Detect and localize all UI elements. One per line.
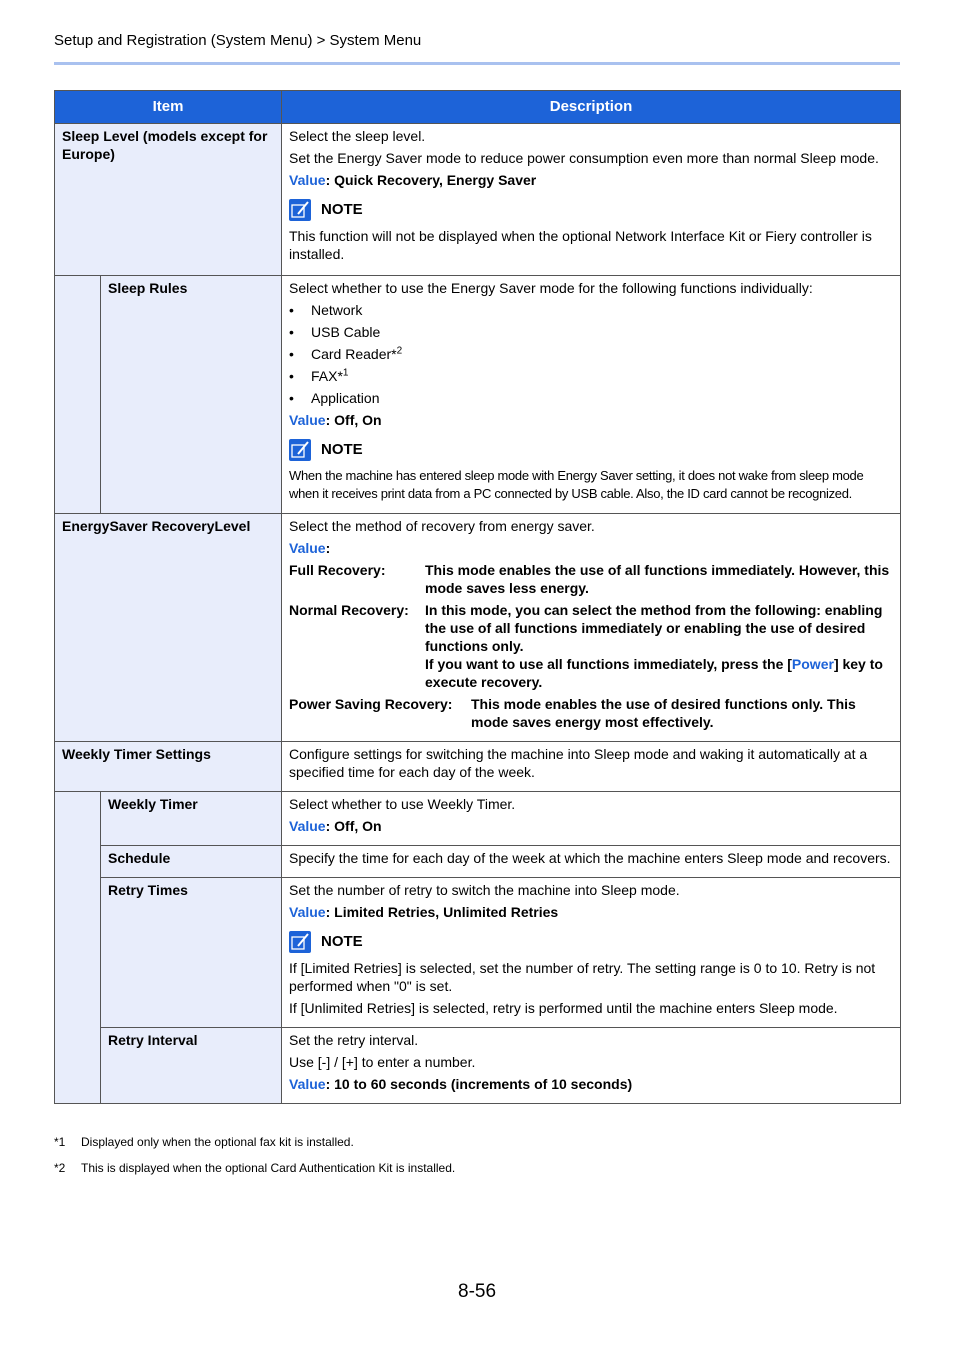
description-recovery-level (282, 514, 901, 742)
recovery-option-label: Power Saving Recovery: (289, 696, 453, 712)
value-text: : Quick Recovery, Energy Saver (325, 172, 537, 188)
indent-cell (55, 792, 101, 846)
description-line: Specify the time for each day of the week at which the machine enters Sleep mode and recovers. (289, 850, 891, 866)
recovery-option-normal (289, 601, 893, 691)
table-row (55, 1028, 901, 1104)
recovery-option-full (289, 561, 893, 597)
list-item: • Network (289, 301, 893, 319)
description-line: Set the Energy Saver mode to reduce power consumption even more than normal Sleep mode. (289, 150, 879, 166)
description-line: Select whether to use Weekly Timer. (289, 796, 516, 812)
footnote-ref: 2 (396, 345, 403, 357)
note-heading (289, 199, 893, 221)
table-row (55, 792, 901, 846)
footnote-number: *1 (54, 1135, 66, 1149)
note-title: NOTE (321, 441, 363, 458)
note-pen-icon (289, 931, 311, 953)
note-heading (289, 931, 893, 953)
recovery-option-label: Normal Recovery: (289, 602, 409, 618)
note-text: This function will not be displayed when the optional Network Interface Kit or Fiery controller is installed. (289, 228, 872, 262)
recovery-option-text-1: In this mode, you can select the method from the following: enabling the use of all functions immediately or enabling the use of desired functions only. (425, 602, 883, 654)
item-schedule: Schedule (101, 846, 282, 878)
list-item-text: Card Reader* (311, 346, 397, 362)
table-row (55, 742, 901, 792)
list-item (289, 345, 893, 363)
value-line (289, 539, 893, 557)
table-row (55, 124, 901, 276)
description-schedule (282, 846, 901, 878)
value-text: : 10 to 60 seconds (increments of 10 seconds) (325, 1076, 633, 1092)
function-list (289, 301, 893, 407)
indent-cell (55, 276, 101, 514)
header-divider (54, 62, 900, 65)
description-line: Set the retry interval. (289, 1032, 419, 1048)
description-weekly-timer-settings (282, 742, 901, 792)
item-recovery-level: EnergySaver RecoveryLevel (55, 514, 282, 742)
item-weekly-timer: Weekly Timer (101, 792, 282, 846)
list-item: • USB Cable (289, 323, 893, 341)
value-text: : Off, On (325, 818, 382, 834)
footnote (54, 1135, 354, 1149)
list-item (289, 367, 893, 385)
item-sleep-rules: Sleep Rules (101, 276, 282, 514)
note-heading (289, 439, 893, 461)
value-label: Value (289, 904, 326, 920)
note-title: NOTE (321, 933, 363, 950)
recovery-option-label: Full Recovery: (289, 562, 386, 578)
value-label: Value (289, 412, 326, 428)
footnote-text: Displayed only when the optional fax kit is installed. (81, 1135, 354, 1149)
value-text: : Limited Retries, Unlimited Retries (325, 904, 559, 920)
description-sleep-level (282, 124, 901, 276)
table-row (55, 878, 901, 1028)
description-line: Select whether to use the Energy Saver mode for the following functions individually: (289, 280, 813, 296)
description-weekly-timer (282, 792, 901, 846)
description-line: Select the method of recovery from energy saver. (289, 518, 595, 534)
item-retry-times: Retry Times (101, 878, 282, 1028)
note-text: If [Limited Retries] is selected, set the number of retry. The setting range is 0 to 10. Retry is not performed when "0" is set. (289, 960, 876, 994)
note-text: When the machine has entered sleep mode with Energy Saver setting, it does not wake from sleep mode when it receives print data from a PC connected by USB cable. Also, the ID card cannot be recognized. (289, 468, 864, 501)
indent-cell (55, 878, 101, 1028)
column-header-item: Item (55, 91, 282, 124)
value-line (289, 171, 893, 189)
indent-cell (55, 846, 101, 878)
description-retry-interval (282, 1028, 901, 1104)
description-line: Configure settings for switching the machine into Sleep mode and waking it automatically at a specified time for each day of the week. (289, 746, 868, 780)
value-line (289, 817, 893, 835)
recovery-option-text (425, 601, 893, 691)
list-item: • Application (289, 389, 893, 407)
footnote-text: This is displayed when the optional Card Authentication Kit is installed. (81, 1161, 456, 1175)
note-text: If [Unlimited Retries] is selected, retry is performed until the machine enters Sleep mode. (289, 1000, 838, 1016)
value-text: : (325, 540, 331, 556)
value-label: Value (289, 818, 326, 834)
list-item-text: FAX* (311, 368, 343, 384)
indent-cell (55, 1028, 101, 1104)
footnote (54, 1161, 455, 1175)
value-line (289, 1075, 893, 1093)
table-row (55, 846, 901, 878)
note-pen-icon (289, 199, 311, 221)
table-row (55, 514, 901, 742)
value-line (289, 411, 893, 429)
note-title: NOTE (321, 201, 363, 218)
item-retry-interval: Retry Interval (101, 1028, 282, 1104)
footnote-ref: 1 (342, 367, 349, 379)
description-sleep-rules (282, 276, 901, 514)
footnote-number: *2 (54, 1161, 66, 1175)
recovery-option-text-2b: ] key to execute recovery. (425, 656, 883, 690)
table-row (55, 276, 901, 514)
value-label: Value (289, 540, 326, 556)
note-pen-icon (289, 439, 311, 461)
page-number: 8-56 (458, 1281, 497, 1302)
description-line: Set the number of retry to switch the machine into Sleep mode. (289, 882, 680, 898)
column-header-description: Description (282, 91, 901, 124)
value-text: : Off, On (325, 412, 382, 428)
value-line (289, 903, 893, 921)
settings-table (54, 90, 901, 1104)
description-line: Select the sleep level. (289, 128, 426, 144)
value-label: Value (289, 172, 326, 188)
breadcrumb: Setup and Registration (System Menu) > System Menu (54, 32, 422, 49)
power-key-label: Power (791, 656, 834, 672)
recovery-option-text: This mode enables the use of desired functions only. This mode saves energy most effectively. (471, 696, 856, 730)
recovery-option-saving (289, 695, 893, 731)
item-sleep-level: Sleep Level (models except for Europe) (55, 124, 282, 276)
description-retry-times (282, 878, 901, 1028)
item-weekly-timer-settings: Weekly Timer Settings (55, 742, 282, 792)
recovery-option-text: This mode enables the use of all functions immediately. However, this mode saves less energy. (425, 562, 890, 596)
description-line: Use [-] / [+] to enter a number. (289, 1054, 476, 1070)
table-header-row (55, 91, 901, 124)
value-label: Value (289, 1076, 326, 1092)
recovery-option-text-2a: If you want to use all functions immediately, press the [ (425, 656, 792, 672)
